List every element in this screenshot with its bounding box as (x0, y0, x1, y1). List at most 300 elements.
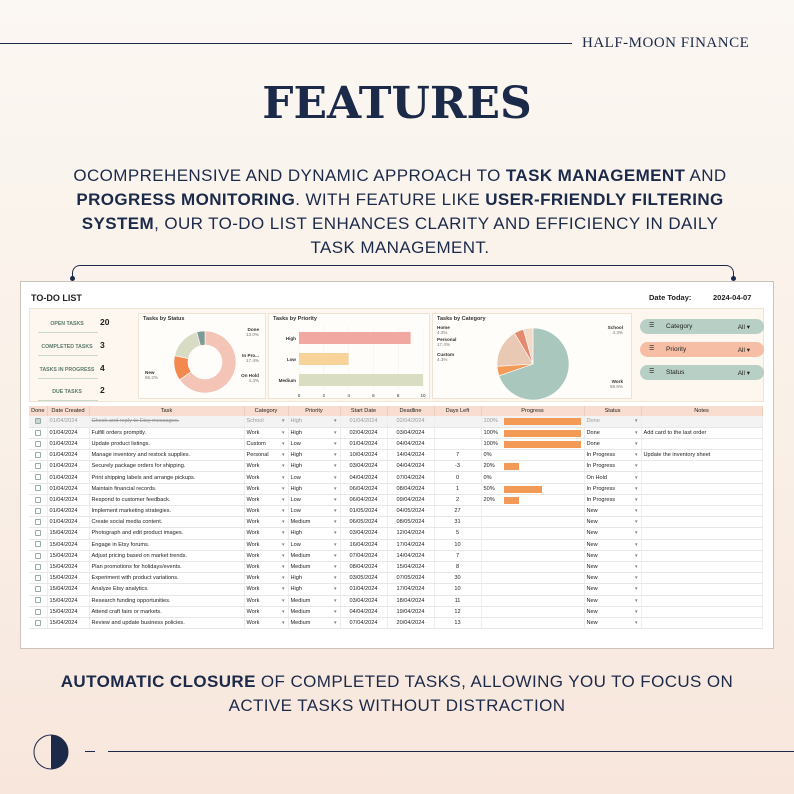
category-cell-text: School (246, 418, 264, 425)
notes-cell[interactable] (641, 595, 762, 606)
done-checkbox-cell[interactable] (29, 416, 47, 427)
category-cell[interactable] (244, 461, 288, 472)
category-cell[interactable] (244, 595, 288, 606)
task-cell[interactable]: Fulfill orders promptly. (89, 427, 244, 438)
deadline-cell[interactable]: 14/04/2024 (387, 550, 434, 561)
task-cell[interactable]: Respond to customer feedback. (89, 494, 244, 505)
done-checkbox-cell[interactable] (29, 494, 47, 505)
dropdown-arrow-icon[interactable]: ▼ (333, 429, 338, 435)
date-today-label: Date Today: (649, 293, 692, 302)
category-cell[interactable] (244, 494, 288, 505)
task-cell[interactable]: Implement marketing strategies. (89, 506, 244, 517)
priority-cell[interactable] (288, 427, 340, 438)
done-checkbox[interactable] (35, 418, 41, 424)
dropdown-arrow-icon[interactable]: ▼ (281, 619, 286, 625)
start-date-cell[interactable]: 01/04/2024 (340, 438, 387, 449)
dropdown-arrow-icon[interactable]: ▼ (634, 418, 639, 424)
start-date-cell[interactable]: 04/04/2024 (340, 472, 387, 483)
progress-cell[interactable] (481, 416, 584, 427)
task-cell[interactable]: Engage in Etsy forums. (89, 539, 244, 550)
notes-cell[interactable]: Update the inventory sheet (641, 450, 762, 461)
task-cell[interactable]: Maintain financial records. (89, 483, 244, 494)
kpi-divider (38, 355, 98, 356)
dropdown-arrow-icon[interactable]: ▼ (634, 485, 639, 491)
date-created-cell[interactable]: 15/04/2024 (47, 561, 89, 572)
date-created-cell[interactable]: 15/04/2024 (47, 606, 89, 617)
notes-cell[interactable] (641, 539, 762, 550)
done-checkbox[interactable] (35, 508, 41, 514)
start-date-cell[interactable]: 06/04/2024 (340, 483, 387, 494)
done-checkbox[interactable] (35, 575, 41, 581)
done-checkbox-cell[interactable] (29, 450, 47, 461)
progress-cell[interactable] (481, 584, 584, 595)
category-cell[interactable] (244, 450, 288, 461)
done-checkbox[interactable] (35, 463, 41, 469)
priority-cell[interactable] (288, 517, 340, 528)
done-checkbox[interactable] (35, 564, 41, 570)
status-cell[interactable] (584, 416, 641, 427)
dropdown-arrow-icon[interactable]: ▼ (333, 564, 338, 570)
notes-cell[interactable] (641, 584, 762, 595)
start-date-cell[interactable]: 03/04/2024 (340, 595, 387, 606)
priority-cell[interactable] (288, 617, 340, 628)
dropdown-arrow-icon[interactable]: ▼ (634, 440, 639, 446)
dropdown-arrow-icon[interactable]: ▼ (281, 463, 286, 469)
dropdown-arrow-icon[interactable]: ▼ (333, 418, 338, 424)
task-cell[interactable]: Manage inventory and restock supplies. (89, 450, 244, 461)
priority-cell[interactable] (288, 584, 340, 595)
progress-cell[interactable] (481, 561, 584, 572)
dropdown-arrow-icon[interactable]: ▼ (281, 440, 286, 446)
done-checkbox[interactable] (35, 474, 41, 480)
done-checkbox[interactable] (35, 541, 41, 547)
done-checkbox[interactable] (35, 485, 41, 491)
category-legend-value: 4.3% (437, 357, 448, 362)
category-cell[interactable] (244, 573, 288, 584)
start-date-cell[interactable]: 16/04/2024 (340, 539, 387, 550)
dropdown-arrow-icon[interactable]: ▼ (333, 452, 338, 458)
filter-category[interactable] (640, 319, 764, 334)
dropdown-arrow-icon[interactable]: ▼ (281, 508, 286, 514)
column-header-deadline[interactable]: Deadline (387, 406, 434, 416)
task-cell[interactable]: Attend craft fairs or markets. (89, 606, 244, 617)
priority-cell[interactable] (288, 461, 340, 472)
start-date-cell[interactable]: 03/04/2024 (340, 461, 387, 472)
task-cell[interactable]: Update product listings. (89, 438, 244, 449)
status-cell[interactable] (584, 483, 641, 494)
done-checkbox[interactable] (35, 586, 41, 592)
progress-cell[interactable] (481, 450, 584, 461)
progress-cell[interactable] (481, 483, 584, 494)
start-date-cell[interactable]: 07/04/2024 (340, 617, 387, 628)
done-checkbox[interactable] (35, 497, 41, 503)
progress-cell[interactable] (481, 606, 584, 617)
filter-value[interactable]: All ▾ (737, 370, 750, 377)
date-created-cell[interactable]: 01/04/2024 (47, 461, 89, 472)
dropdown-arrow-icon[interactable]: ▼ (634, 586, 639, 592)
notes-cell[interactable] (641, 506, 762, 517)
dropdown-arrow-icon[interactable]: ▼ (333, 541, 338, 547)
notes-cell[interactable]: Add card to the last order (641, 427, 762, 438)
progress-cell[interactable] (481, 506, 584, 517)
dropdown-arrow-icon[interactable]: ▼ (281, 541, 286, 547)
progress-cell[interactable] (481, 438, 584, 449)
date-created-cell[interactable]: 01/04/2024 (47, 517, 89, 528)
category-cell-text: Work (246, 429, 260, 436)
priority-cell[interactable] (288, 550, 340, 561)
priority-cell[interactable] (288, 573, 340, 584)
done-checkbox[interactable] (35, 597, 41, 603)
task-cell[interactable]: Experiment with product variations. (89, 573, 244, 584)
dropdown-arrow-icon[interactable]: ▼ (333, 597, 338, 603)
done-checkbox-cell[interactable] (29, 584, 47, 595)
date-created-cell[interactable]: 01/04/2024 (47, 506, 89, 517)
column-header-date-created[interactable]: Date Created (47, 406, 89, 416)
done-checkbox-cell[interactable] (29, 472, 47, 483)
dropdown-arrow-icon[interactable]: ▼ (634, 619, 639, 625)
done-checkbox[interactable] (35, 441, 41, 447)
category-cell[interactable] (244, 584, 288, 595)
dropdown-arrow-icon[interactable]: ▼ (281, 608, 286, 614)
column-header-done[interactable]: Done (29, 406, 47, 416)
notes-cell[interactable] (641, 416, 762, 427)
deadline-cell[interactable]: 17/04/2024 (387, 539, 434, 550)
category-legend-label: School (607, 325, 623, 330)
task-cell[interactable]: Research funding opportunities. (89, 595, 244, 606)
notes-cell[interactable] (641, 617, 762, 628)
notes-cell[interactable] (641, 438, 762, 449)
priority-cell[interactable] (288, 438, 340, 449)
done-checkbox-cell[interactable] (29, 483, 47, 494)
dropdown-arrow-icon[interactable]: ▼ (333, 575, 338, 581)
date-created-cell[interactable]: 01/04/2024 (47, 472, 89, 483)
start-date-cell[interactable]: 04/04/2024 (340, 606, 387, 617)
progress-cell[interactable] (481, 617, 584, 628)
category-cell[interactable] (244, 528, 288, 539)
notes-cell[interactable] (641, 606, 762, 617)
task-cell[interactable]: Securely package orders for shipping. (89, 461, 244, 472)
done-checkbox-cell[interactable] (29, 427, 47, 438)
table-row (29, 595, 762, 606)
progress-cell[interactable] (481, 427, 584, 438)
dropdown-arrow-icon[interactable]: ▼ (333, 519, 338, 525)
done-checkbox[interactable] (35, 620, 41, 626)
priority-cell[interactable] (288, 472, 340, 483)
dropdown-arrow-icon[interactable]: ▼ (634, 452, 639, 458)
task-table (29, 406, 763, 629)
dropdown-arrow-icon[interactable]: ▼ (281, 452, 286, 458)
priority-cell[interactable] (288, 606, 340, 617)
dropdown-arrow-icon[interactable]: ▼ (634, 575, 639, 581)
status-cell[interactable] (584, 450, 641, 461)
notes-cell[interactable] (641, 550, 762, 561)
start-date-cell[interactable]: 03/04/2024 (340, 528, 387, 539)
priority-cell[interactable] (288, 595, 340, 606)
dropdown-arrow-icon[interactable]: ▼ (634, 474, 639, 480)
status-cell[interactable] (584, 506, 641, 517)
dropdown-arrow-icon[interactable]: ▼ (333, 552, 338, 558)
dropdown-arrow-icon[interactable]: ▼ (634, 552, 639, 558)
dropdown-arrow-icon[interactable]: ▼ (281, 597, 286, 603)
status-cell[interactable] (584, 573, 641, 584)
dropdown-arrow-icon[interactable]: ▼ (281, 575, 286, 581)
kpi-label: OPEN TASKS (50, 321, 84, 327)
done-checkbox-cell[interactable] (29, 528, 47, 539)
deadline-cell[interactable]: 09/04/2024 (387, 494, 434, 505)
dropdown-arrow-icon[interactable]: ▼ (281, 519, 286, 525)
table-row (29, 450, 762, 461)
task-cell[interactable]: Review and update business policies. (89, 617, 244, 628)
dropdown-arrow-icon[interactable]: ▼ (281, 429, 286, 435)
status-cell[interactable] (584, 517, 641, 528)
dropdown-arrow-icon[interactable]: ▼ (281, 586, 286, 592)
done-checkbox-cell[interactable] (29, 606, 47, 617)
category-cell[interactable] (244, 506, 288, 517)
column-header-days-left[interactable]: Days Left (434, 406, 481, 416)
column-header-progress[interactable]: Progress (481, 406, 584, 416)
dropdown-arrow-icon[interactable]: ▼ (634, 541, 639, 547)
category-cell[interactable] (244, 550, 288, 561)
date-created-cell[interactable]: 15/04/2024 (47, 573, 89, 584)
notes-cell[interactable] (641, 472, 762, 483)
dropdown-arrow-icon[interactable]: ▼ (281, 474, 286, 480)
task-cell[interactable]: Create social media content. (89, 517, 244, 528)
column-header-status[interactable]: Status (584, 406, 641, 416)
status-cell[interactable] (584, 427, 641, 438)
done-checkbox-cell[interactable] (29, 506, 47, 517)
date-created-cell[interactable]: 01/04/2024 (47, 438, 89, 449)
dropdown-arrow-icon[interactable]: ▼ (281, 418, 286, 424)
deadline-cell[interactable]: 03/04/2024 (387, 427, 434, 438)
done-checkbox[interactable] (35, 430, 41, 436)
deadline-cell[interactable]: 12/04/2024 (387, 528, 434, 539)
task-cell[interactable]: Plan promotions for holidays/events. (89, 561, 244, 572)
deadline-cell[interactable]: 19/04/2024 (387, 606, 434, 617)
done-checkbox-cell[interactable] (29, 561, 47, 572)
task-cell[interactable]: Check and reply to Etsy messages. (89, 416, 244, 427)
deadline-cell[interactable]: 04/05/2024 (387, 506, 434, 517)
deadline-cell[interactable]: 17/04/2024 (387, 584, 434, 595)
category-cell[interactable] (244, 617, 288, 628)
start-date-cell[interactable]: 10/04/2024 (340, 450, 387, 461)
start-date-cell[interactable]: 01/05/2024 (340, 506, 387, 517)
date-created-cell[interactable]: 01/04/2024 (47, 494, 89, 505)
column-header-notes[interactable]: Notes (641, 406, 762, 416)
category-cell[interactable] (244, 472, 288, 483)
category-cell[interactable] (244, 438, 288, 449)
done-checkbox-cell[interactable] (29, 595, 47, 606)
priority-cell[interactable] (288, 528, 340, 539)
dropdown-arrow-icon[interactable]: ▼ (333, 608, 338, 614)
dropdown-arrow-icon[interactable]: ▼ (333, 463, 338, 469)
start-date-cell[interactable]: 01/04/2024 (340, 584, 387, 595)
date-created-cell[interactable]: 15/04/2024 (47, 550, 89, 561)
done-checkbox[interactable] (35, 553, 41, 559)
status-cell[interactable] (584, 550, 641, 561)
status-cell[interactable] (584, 595, 641, 606)
deadline-cell[interactable]: 08/05/2024 (387, 517, 434, 528)
dropdown-arrow-icon[interactable]: ▼ (634, 429, 639, 435)
status-cell[interactable] (584, 606, 641, 617)
done-checkbox-cell[interactable] (29, 461, 47, 472)
notes-cell[interactable] (641, 561, 762, 572)
progress-cell[interactable] (481, 472, 584, 483)
progress-cell[interactable] (481, 494, 584, 505)
status-cell[interactable] (584, 617, 641, 628)
dropdown-arrow-icon[interactable]: ▼ (333, 586, 338, 592)
progress-cell[interactable] (481, 528, 584, 539)
done-checkbox-cell[interactable] (29, 517, 47, 528)
status-cell[interactable] (584, 528, 641, 539)
progress-cell[interactable] (481, 461, 584, 472)
status-cell[interactable] (584, 494, 641, 505)
start-date-cell[interactable]: 02/04/2024 (340, 427, 387, 438)
category-cell[interactable] (244, 483, 288, 494)
filter-panel (640, 319, 764, 388)
filter-priority[interactable] (640, 342, 764, 357)
filter-value[interactable]: All ▾ (737, 347, 750, 354)
start-date-cell[interactable]: 07/04/2024 (340, 550, 387, 561)
date-created-cell[interactable]: 01/04/2024 (47, 450, 89, 461)
dropdown-arrow-icon[interactable]: ▼ (634, 519, 639, 525)
deadline-cell[interactable]: 14/04/2024 (387, 450, 434, 461)
dropdown-arrow-icon[interactable]: ▼ (281, 564, 286, 570)
deadline-cell[interactable]: 18/04/2024 (387, 595, 434, 606)
deadline-cell[interactable]: 15/04/2024 (387, 561, 434, 572)
priority-cell[interactable] (288, 416, 340, 427)
priority-cell[interactable] (288, 494, 340, 505)
progress-cell[interactable] (481, 539, 584, 550)
task-cell[interactable]: Adjust pricing based on market trends. (89, 550, 244, 561)
progress-cell[interactable] (481, 517, 584, 528)
dropdown-arrow-icon[interactable]: ▼ (333, 530, 338, 536)
notes-cell[interactable] (641, 483, 762, 494)
notes-cell[interactable] (641, 461, 762, 472)
start-date-cell[interactable]: 06/04/2024 (340, 494, 387, 505)
dropdown-arrow-icon[interactable]: ▼ (281, 496, 286, 502)
notes-cell[interactable] (641, 494, 762, 505)
task-cell[interactable]: Analyze Etsy analytics. (89, 584, 244, 595)
column-header-task[interactable]: Task (89, 406, 244, 416)
date-created-cell[interactable]: 15/04/2024 (47, 539, 89, 550)
dropdown-arrow-icon[interactable]: ▼ (634, 597, 639, 603)
category-cell[interactable] (244, 606, 288, 617)
category-cell[interactable] (244, 561, 288, 572)
done-checkbox-cell[interactable] (29, 573, 47, 584)
priority-cell[interactable] (288, 450, 340, 461)
dropdown-arrow-icon[interactable]: ▼ (634, 530, 639, 536)
task-cell[interactable]: Photograph and edit product images. (89, 528, 244, 539)
done-checkbox[interactable] (35, 452, 41, 458)
date-created-cell[interactable]: 01/04/2024 (47, 416, 89, 427)
category-cell[interactable] (244, 539, 288, 550)
notes-cell[interactable] (641, 528, 762, 539)
deadline-cell[interactable]: 07/04/2024 (387, 472, 434, 483)
dropdown-arrow-icon[interactable]: ▼ (634, 463, 639, 469)
deadline-cell[interactable]: 02/04/2024 (387, 416, 434, 427)
done-checkbox-cell[interactable] (29, 539, 47, 550)
dropdown-arrow-icon[interactable]: ▼ (333, 474, 338, 480)
dropdown-arrow-icon[interactable]: ▼ (333, 440, 338, 446)
status-chart-title: Tasks by Status (143, 316, 185, 322)
dropdown-arrow-icon[interactable]: ▼ (281, 530, 286, 536)
notes-cell[interactable] (641, 573, 762, 584)
status-cell[interactable] (584, 584, 641, 595)
done-checkbox-cell[interactable] (29, 438, 47, 449)
deadline-cell[interactable]: 04/04/2024 (387, 438, 434, 449)
progress-percent: 100% (483, 429, 498, 436)
kpi-completed-tasks (34, 338, 122, 358)
deadline-cell[interactable]: 04/04/2024 (387, 461, 434, 472)
progress-cell[interactable] (481, 550, 584, 561)
dropdown-arrow-icon[interactable]: ▼ (634, 496, 639, 502)
start-date-cell[interactable]: 01/04/2024 (340, 416, 387, 427)
priority-cell[interactable] (288, 483, 340, 494)
filter-status[interactable] (640, 365, 764, 380)
priority-cell-text: High (290, 418, 303, 425)
filter-icon: ☰ (649, 323, 655, 329)
dropdown-arrow-icon[interactable]: ▼ (281, 485, 286, 491)
date-created-cell[interactable]: 01/04/2024 (47, 483, 89, 494)
dropdown-arrow-icon[interactable]: ▼ (281, 552, 286, 558)
done-checkbox[interactable] (35, 609, 41, 615)
notes-cell[interactable] (641, 517, 762, 528)
dropdown-arrow-icon[interactable]: ▼ (634, 608, 639, 614)
progress-cell[interactable] (481, 573, 584, 584)
dropdown-arrow-icon[interactable]: ▼ (333, 496, 338, 502)
date-created-cell[interactable]: 15/04/2024 (47, 584, 89, 595)
status-cell[interactable] (584, 461, 641, 472)
task-cell[interactable]: Print shipping labels and arrange pickups. (89, 472, 244, 483)
deadline-cell[interactable]: 08/04/2024 (387, 483, 434, 494)
column-header-category[interactable]: Category (244, 406, 288, 416)
status-cell[interactable] (584, 561, 641, 572)
category-cell[interactable] (244, 416, 288, 427)
start-date-cell[interactable]: 08/04/2024 (340, 561, 387, 572)
status-cell[interactable] (584, 539, 641, 550)
progress-percent: 20% (483, 463, 495, 470)
category-cell[interactable] (244, 517, 288, 528)
priority-cell[interactable] (288, 539, 340, 550)
status-cell[interactable] (584, 472, 641, 483)
date-created-cell[interactable]: 15/04/2024 (47, 617, 89, 628)
category-cell[interactable] (244, 427, 288, 438)
date-created-cell[interactable]: 01/04/2024 (47, 427, 89, 438)
priority-cell[interactable] (288, 506, 340, 517)
column-header-priority[interactable]: Priority (288, 406, 340, 416)
dropdown-arrow-icon[interactable]: ▼ (333, 485, 338, 491)
dropdown-arrow-icon[interactable]: ▼ (634, 564, 639, 570)
deadline-cell[interactable]: 20/04/2024 (387, 617, 434, 628)
dropdown-arrow-icon[interactable]: ▼ (333, 508, 338, 514)
done-checkbox[interactable] (35, 519, 41, 525)
dropdown-arrow-icon[interactable]: ▼ (634, 508, 639, 514)
done-checkbox[interactable] (35, 530, 41, 536)
done-checkbox-cell[interactable] (29, 550, 47, 561)
done-checkbox-cell[interactable] (29, 617, 47, 628)
filter-value[interactable]: All ▾ (737, 324, 750, 331)
start-date-cell[interactable]: 03/05/2024 (340, 573, 387, 584)
progress-cell[interactable] (481, 595, 584, 606)
status-cell[interactable] (584, 438, 641, 449)
start-date-cell[interactable]: 06/05/2024 (340, 517, 387, 528)
date-created-cell[interactable]: 15/04/2024 (47, 595, 89, 606)
priority-cell[interactable] (288, 561, 340, 572)
dropdown-arrow-icon[interactable]: ▼ (333, 619, 338, 625)
deadline-cell[interactable]: 07/05/2024 (387, 573, 434, 584)
date-created-cell[interactable]: 15/04/2024 (47, 528, 89, 539)
column-header-start-date[interactable]: Start Date (340, 406, 387, 416)
